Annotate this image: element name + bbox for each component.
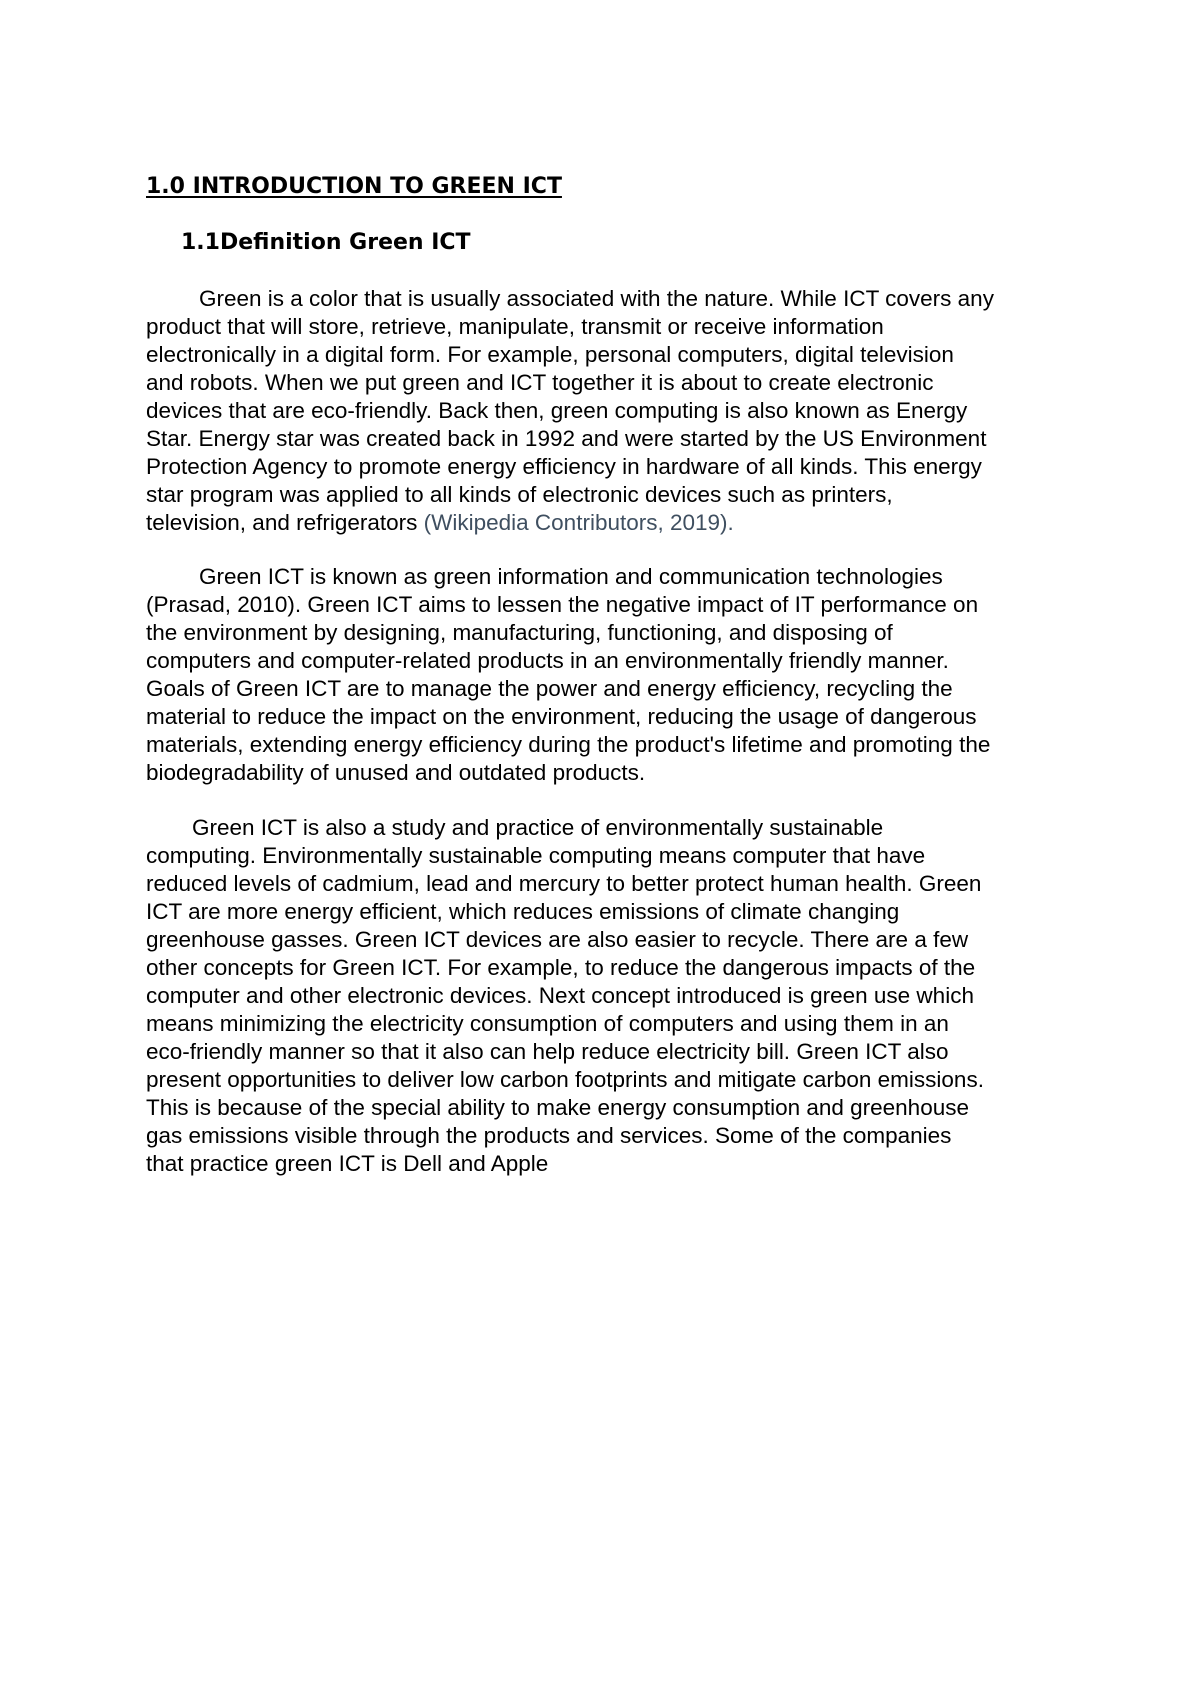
text-line: present opportunities to deliver low carbon footprints and mitigate carbon emissions. — [146, 1067, 984, 1092]
text-line: This is because of the special ability to make energy consumption and greenhouse — [146, 1095, 969, 1120]
text-line: the environment by designing, manufacturing, functioning, and disposing of — [146, 620, 893, 645]
paragraph-sustainable-computing — [146, 814, 984, 1178]
text-line: Green is a color that is usually associated with the nature. While ICT covers any — [199, 286, 994, 311]
text-line: eco-friendly manner so that it also can help reduce electricity bill. Green ICT also — [146, 1039, 949, 1064]
text-line: electronically in a digital form. For example, personal computers, digital television — [146, 342, 954, 367]
text-line: computers and computer-related products in an environmentally friendly manner. — [146, 648, 949, 673]
text-line: that practice green ICT is Dell and Apple — [146, 1151, 549, 1176]
text-line: material to reduce the impact on the environment, reducing the usage of dangerous — [146, 704, 977, 729]
text-line: biodegradability of unused and outdated products. — [146, 760, 646, 785]
text-line: computer and other electronic devices. Next concept introduced is green use which — [146, 983, 974, 1008]
text-line: gas emissions visible through the products and services. Some of the companies — [146, 1123, 952, 1148]
paragraph-definition — [146, 285, 994, 537]
section-heading: 1.0 INTRODUCTION TO GREEN ICT — [146, 174, 562, 199]
text-line: (Prasad, 2010). Green ICT aims to lessen the negative impact of IT performance on — [146, 592, 979, 617]
text-line: and robots. When we put green and ICT together it is about to create electronic — [146, 370, 934, 395]
paragraph-green-ict-meaning — [146, 563, 990, 787]
text-line: Protection Agency to promote energy efficiency in hardware of all kinds. This energy — [146, 454, 982, 479]
text-line: Green ICT is known as green information and communication technologies — [199, 564, 943, 589]
text-line: other concepts for Green ICT. For example, to reduce the dangerous impacts of the — [146, 955, 976, 980]
text-line: greenhouse gasses. Green ICT devices are also easier to recycle. There are a few — [146, 927, 969, 952]
text-line: Star. Energy star was created back in 1992 and were started by the US Environment — [146, 426, 987, 451]
text-line: product that will store, retrieve, manipulate, transmit or receive information — [146, 314, 884, 339]
text-line: means minimizing the electricity consumption of computers and using them in an — [146, 1011, 949, 1036]
subsection-heading: 1.1Definition Green ICT — [181, 230, 471, 255]
text-line: computing. Environmentally sustainable computing means computer that have — [146, 843, 926, 868]
text-line: Green ICT is also a study and practice of environmentally sustainable — [192, 815, 884, 840]
text-line: ICT are more energy efficient, which reduces emissions of climate changing — [146, 899, 900, 924]
citation: (Wikipedia Contributors, 2019). — [423, 510, 734, 535]
text-line: television, and refrigerators — [146, 510, 424, 535]
text-line: reduced levels of cadmium, lead and mercury to better protect human health. Green — [146, 871, 982, 896]
text-line: materials, extending energy efficiency during the product's lifetime and promoting the — [146, 732, 991, 757]
text-line: devices that are eco-friendly. Back then, green computing is also known as Energy — [146, 398, 968, 423]
text-line: star program was applied to all kinds of electronic devices such as printers, — [146, 482, 893, 507]
text-line: Goals of Green ICT are to manage the power and energy efficiency, recycling the — [146, 676, 953, 701]
text-line-with-citation — [146, 509, 994, 537]
